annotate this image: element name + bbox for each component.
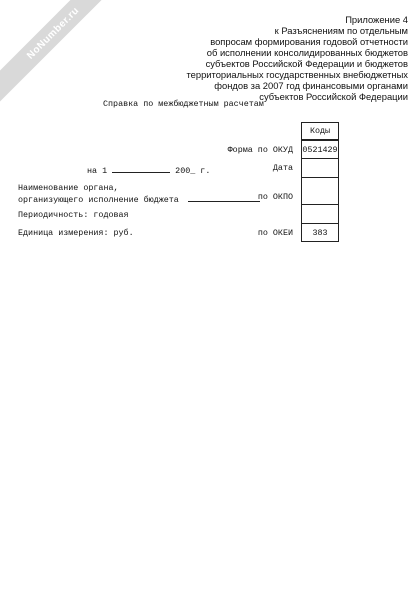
org-name-line2 <box>18 192 260 205</box>
periodicity-code-cell <box>301 204 339 224</box>
header-line: территориальных государственных внебюджетных <box>186 69 408 80</box>
org-name-line1: Наименование органа, <box>18 183 119 193</box>
header-line: субъектов Российской Федерации <box>259 91 408 102</box>
appendix-header <box>158 14 408 102</box>
date-day-month-blank <box>112 163 170 173</box>
header-line: фондов за 2007 год финансовыми органами <box>214 80 408 91</box>
form-title: Справка по межбюджетным расчетам <box>103 99 264 109</box>
okud-label: Форма по ОКУД <box>227 145 293 155</box>
okud-code-cell <box>301 140 339 159</box>
org-name-blank <box>188 192 260 202</box>
date-year: 200_ г. <box>175 166 211 176</box>
watermark-text: NoNumber.ru <box>24 4 82 62</box>
periodicity: Периодичность: годовая <box>18 210 129 220</box>
date-label: Дата <box>272 163 293 173</box>
date-line <box>87 163 210 176</box>
org-name-label: организующего исполнение бюджета <box>18 195 179 205</box>
watermark-ribbon <box>0 0 128 108</box>
okei-code: 383 <box>312 227 328 238</box>
header-line: об исполнении консолидированных бюджетов <box>206 47 408 58</box>
date-prefix: на 1 <box>87 166 108 176</box>
unit-of-measure: Единица измерения: руб. <box>18 228 134 238</box>
okpo-label: по ОКПО <box>257 192 293 202</box>
okei-label: по ОКЕИ <box>257 228 293 238</box>
okei-code-cell <box>301 223 339 242</box>
header-line: к Разъяснениям по отдельным <box>274 25 408 36</box>
okud-code: 0521429 <box>302 144 338 155</box>
date-code-cell <box>301 158 339 178</box>
codes-header-cell <box>301 122 339 140</box>
header-line: вопросам формирования годовой отчетности <box>210 36 408 47</box>
header-line: Приложение 4 <box>345 14 408 25</box>
header-line: субъектов Российской Федерации и бюджетов <box>205 58 408 69</box>
codes-header: Коды <box>309 126 331 136</box>
okpo-code-cell <box>301 177 339 205</box>
